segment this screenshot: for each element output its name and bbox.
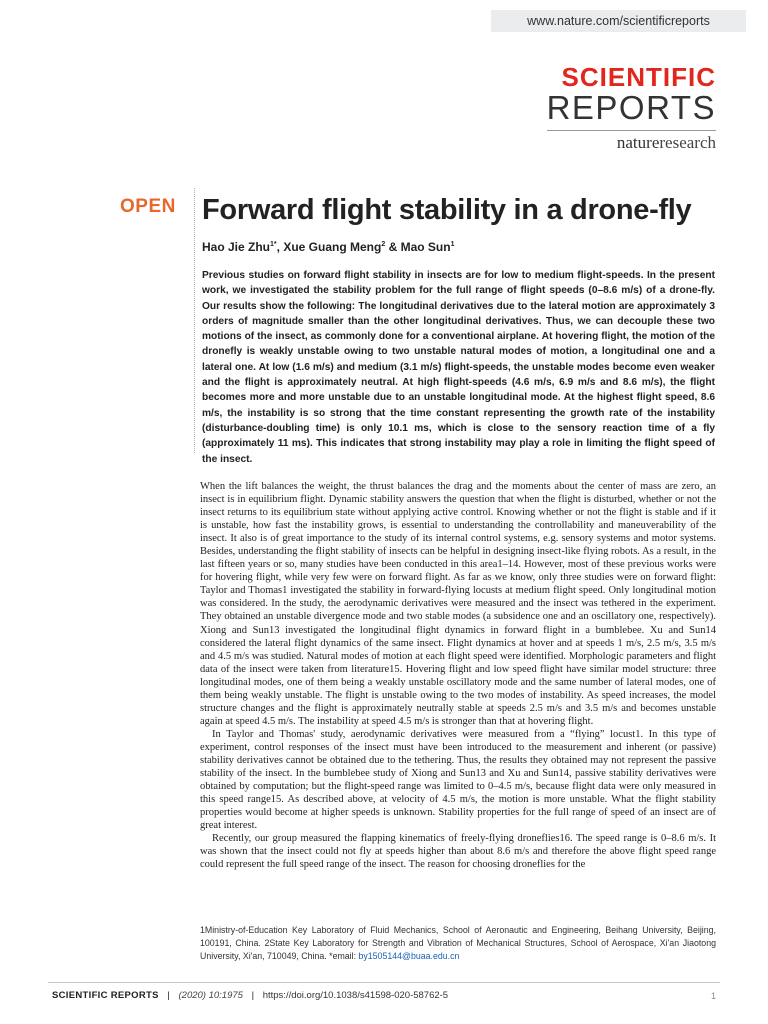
author-name[interactable]: Mao Sun [400,240,451,254]
header-divider [194,188,195,453]
author-name[interactable]: Xue Guang Meng [283,240,382,254]
open-access-label: OPEN [120,196,176,217]
footer-separator: | [251,990,255,1001]
page-number: 1 [710,991,716,1001]
author-name[interactable]: Hao Jie Zhu [202,240,271,254]
article-body [200,480,716,871]
doi-link[interactable]: https://doi.org/10.1038/s41598-020-58762-5 [262,990,449,1001]
affiliations [200,924,716,963]
body-paragraph: Recently, our group measured the flapping kinematics of freely-flying droneflies16. The speed range is 0–8.6 m/s. It was shown that the insect could not fly at speeds higher than about 8.6 m/s and therefore the above flight speed range could represent the full speed range of the insect. The reason for choosing droneflies for the [200,833,716,871]
body-paragraph: When the lift balances the weight, the thrust balances the drag and the moments about the center of mass are zero, an insect is in equilibrium flight. Dynamic stability answers the question that when the flight is disturbed, whether or not the insect returns to its equilibrium state without applying active control. Knowing whether or not the flight is stable and if it is unstable, how fast the instability grows, is essential to understanding the controllability and maneuverability of the insect. It also is of great importance to the study of its internal control systems, e.g. sensory systems and motor systems. Besides, understanding the flight stability of insects can be helpful in designing insect-like flying robots. As a result, in the last fifteen years or so, many studies have been conducted in this area1–14. However, most of these previous works were for hovering flight, while very few were on forward flight. As far as we know, only three studies were on forward flight: Taylor and Thomas1 investigated the stability in forward-flying locusts at medium flight speed. Only longitudinal motion was considered. In the study, the aerodynamic derivatives were measured and the insect was tethered in the experiment. They obtained an unstable divergence mode and two stable modes (a subsidence one and an oscillatory one, respectively). Xiong and Sun13 investigated the longitudinal flight dynamics in forward flight in a bumblebee. Xu and Sun14 considered the lateral flight dynamics of the same insect. Flight dynamics at hover and at speeds 1 m/s, 2.5 m/s, 3.5 m/s and 4.5 m/s was studied. Natural modes of motion at each flight speed were identified. Morphologic parameters and flight data of the insect were taken from literature15. Hovering flight and low speed flight have similar model structure: three longitudinal modes, one of them being a weakly unstable oscillatory mode and the same number of lateral modes, one of them being weakly unstable. The flight is unstable owing to the two modes of instability. As speed increases, the model structure changes and the flight is approximately neutrally stable at speeds 2.5 m/s and 3.5 m/s and becomes unstable again at speed 4.5 m/s. The instability at speed 4.5 m/s is stronger than that at hovering flight. [200,481,716,727]
article-title: Forward flight stability in a drone-fly [202,194,692,226]
logo-reports: REPORTS [546,89,716,126]
affiliation-text: 1Ministry-of-Education Key Laboratory of Fluid Mechanics, School of Aeronautic and Engineering, Beihang University, Beijing, 100191, China. 2State Key Laboratory for Strength and Vibration of Mechanical Structures, School of Aerospace, Xi'an Jiaotong University, Xi'an, 710049, China. *email: [200,925,716,961]
email-link[interactable]: by1505144@buaa.edu.cn [358,951,460,961]
logo-nature-research: natureresearch [616,133,716,152]
footer-divider [48,982,720,983]
journal-logo [547,64,716,153]
footer-separator: | [167,990,170,1001]
logo-scientific: SCIENTIFIC [561,62,716,92]
journal-url[interactable]: www.nature.com/scientificreports [491,10,746,32]
logo-divider [547,130,716,131]
footer-journal: SCIENTIFIC REPORTS [52,990,159,1001]
author-list: Hao Jie Zhu$^{1*}$, Xue Guang Meng$^2$ & Mao Sun$^1$ [202,240,455,254]
page-footer [52,990,448,1001]
footer-citation: (2020) 10:1975 [178,990,243,1001]
body-paragraph: In Taylor and Thomas' study, aerodynamic derivatives were measured from a “flying” locust1. In this type of experiment, control responses of the insect must have been introduced to the measurement and inherent (or passive) stability derivatives cannot be obtained due to the tethering. Thus, the results they obtained may not represent the passive stability of the insect. In the bumblebee study of Xiong and Sun13 and Xu and Sun14, passive stability derivatives were obtained by computation; but the flight-speed range was limited to 0–4.5 m/s, because flight data were only measured in this speed range15. As described above, at velocity of 4.5 m/s, the motion is more unstable. What the flight stability properties would become at higher speeds is unknown. Stability properties for the full range of speed of an insect are of great interest. [200,728,716,832]
abstract: Previous studies on forward flight stability in insects are for low to medium flight-speeds. In the present work, we investigated the stability problem for the full range of flight speeds (0–8.6 m/s) of a drone-fly. Our results show the following: The longitudinal derivatives due to the lateral motion are approximately 3 orders of magnitude smaller than the other longitudinal derivatives. Thus, we can decouple these two motions of the insect, as commonly done for a conventional airplane. At hovering flight, the motion of the dronefly is weakly unstable owing to two unstable natural modes of motion, a longitudinal one and a lateral one. At low (1.6 m/s) and medium (3.1 m/s) flight-speeds, the unstable modes become even weaker and the flight is approximately neutral. At high flight-speeds (4.6 m/s, 6.9 m/s and 8.6 m/s), the flight becomes more and more unstable due to an unstable longitudinal mode. At the highest flight speed, 8.6 m/s, the instability is so strong that the time constant representing the growth rate of the instability (disturbance-doubling time) is only 10.1 ms, which is close to the sensory reaction time of a fly (approximately 11 ms). This indicates that strong instability may play a role in limiting the flight speed of the insect. [202,270,715,465]
